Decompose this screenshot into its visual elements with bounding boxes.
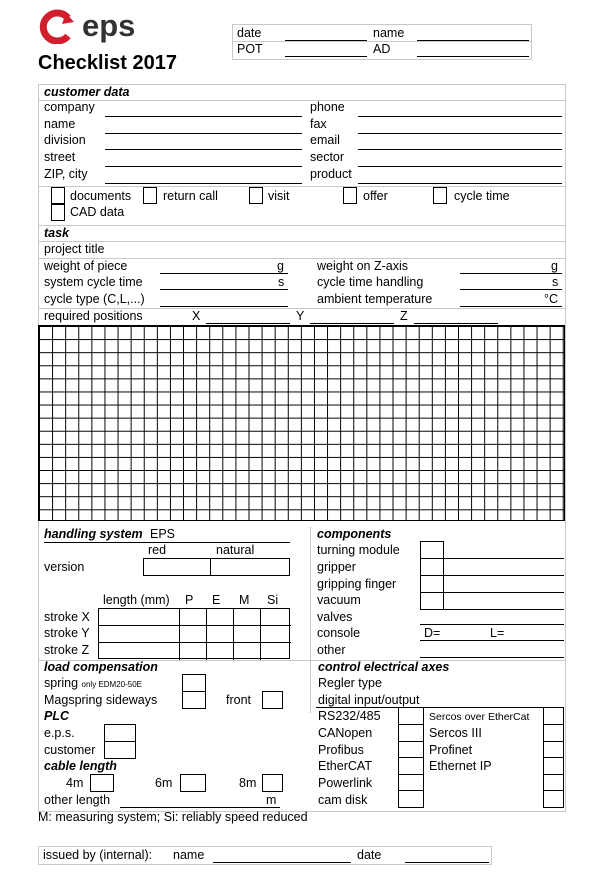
- name-label: name: [373, 26, 405, 40]
- cycle-type-field[interactable]: [160, 292, 288, 307]
- cable-section-title: cable length: [44, 759, 117, 773]
- offer-label: offer: [363, 189, 388, 203]
- front-label: front: [226, 693, 252, 707]
- spring-note: only EDM20-50E: [81, 680, 143, 689]
- cad-data-checkbox[interactable]: [51, 204, 65, 221]
- weight-field[interactable]: [160, 259, 288, 274]
- name-field[interactable]: [417, 26, 529, 41]
- gripper-box[interactable]: [420, 558, 444, 576]
- cable-6m-box[interactable]: [180, 774, 206, 792]
- turning-module-box[interactable]: [420, 541, 444, 559]
- project-title-label: project title: [44, 242, 105, 256]
- weight-label: weight of piece: [44, 259, 128, 273]
- console-l-label: L=: [490, 626, 505, 640]
- other-length-unit: m: [266, 793, 277, 807]
- street-label: street: [44, 150, 76, 164]
- visit-checkbox[interactable]: [249, 187, 263, 204]
- cad-data-label: CAD data: [70, 205, 125, 219]
- sector-label: sector: [310, 150, 345, 164]
- issued-name-field[interactable]: [213, 848, 351, 863]
- extra-box-2[interactable]: [543, 790, 564, 808]
- rs232-label: RS232/485: [318, 709, 381, 723]
- weight-unit: g: [277, 259, 284, 273]
- eps-logo: [38, 8, 158, 44]
- sercos-iii-label: Sercos III: [429, 726, 482, 740]
- natural-label: natural: [216, 543, 255, 557]
- load-section-title: load compensation: [44, 660, 158, 674]
- col-e: E: [212, 593, 221, 607]
- ethercat-label: EtherCAT: [318, 759, 372, 773]
- gripper-field[interactable]: [444, 559, 564, 576]
- vacuum-label: vacuum: [317, 593, 361, 607]
- ethernet-ip-box[interactable]: [543, 757, 564, 775]
- ambient-unit: °C: [544, 292, 559, 306]
- handling-section-suffix: EPS: [150, 527, 176, 541]
- email-label: email: [310, 133, 340, 147]
- control-section-title: control electrical axes: [318, 660, 450, 674]
- col-p: P: [185, 593, 194, 607]
- cable-4m-label: 4m: [66, 776, 84, 790]
- y-field[interactable]: [310, 309, 394, 324]
- vacuum-field[interactable]: [444, 593, 564, 610]
- page-title: Checklist 2017: [38, 52, 177, 74]
- date-label: date: [237, 26, 262, 40]
- version-label: version: [44, 560, 85, 574]
- front-box[interactable]: [262, 691, 283, 709]
- task-section-title: task: [44, 226, 70, 240]
- fax-field[interactable]: [358, 119, 562, 134]
- cam-disk-box[interactable]: [398, 790, 424, 808]
- rs232-box[interactable]: [398, 707, 424, 725]
- stroke-z-label: stroke Z: [44, 643, 90, 657]
- profinet-label: Profinet: [429, 743, 473, 757]
- header-box: [232, 24, 532, 60]
- product-field[interactable]: [358, 169, 562, 184]
- gripping-finger-field[interactable]: [444, 576, 564, 593]
- z-label: Z: [400, 309, 408, 323]
- date-field[interactable]: [285, 26, 367, 41]
- fax-label: fax: [310, 117, 327, 131]
- customer-section-title: customer data: [44, 85, 130, 99]
- division-field[interactable]: [105, 135, 302, 150]
- sketch-grid[interactable]: [38, 325, 565, 521]
- gripping-finger-label: gripping finger: [317, 577, 397, 591]
- col-m: M: [239, 593, 250, 607]
- z-field[interactable]: [414, 309, 498, 324]
- cycle-handling-unit: s: [552, 275, 559, 289]
- system-cycle-label: system cycle time: [44, 275, 143, 289]
- col-si: Si: [267, 593, 279, 607]
- cycle-handling-label: cycle time handling: [317, 275, 424, 289]
- sercos-ethercat-box[interactable]: [543, 707, 564, 725]
- console-field[interactable]: [420, 626, 564, 641]
- valves-label: valves: [317, 610, 353, 624]
- plc-section-title: PLC: [44, 709, 69, 723]
- red-label: red: [148, 543, 167, 557]
- spring-box[interactable]: [182, 674, 206, 692]
- version-natural-box[interactable]: [210, 558, 290, 576]
- plc-customer-label: customer: [44, 743, 96, 757]
- version-red-box[interactable]: [143, 558, 211, 576]
- cable-8m-box[interactable]: [262, 774, 283, 792]
- system-cycle-field[interactable]: [160, 275, 288, 290]
- eps-logo-icon: [38, 8, 78, 44]
- digital-io-label: digital input/output: [318, 693, 420, 707]
- other-label: other: [317, 643, 346, 657]
- cycle-time-checkbox[interactable]: [433, 187, 447, 204]
- x-field[interactable]: [206, 309, 290, 324]
- pot-field[interactable]: [285, 42, 367, 57]
- powerlink-label: Powerlink: [318, 776, 373, 790]
- other-length-field[interactable]: [120, 793, 280, 808]
- spring-text: spring: [44, 676, 79, 690]
- cam-disk-label: cam disk: [318, 793, 368, 807]
- footer-note: M: measuring system; Si: reliably speed reduced: [38, 810, 308, 824]
- documents-checkbox[interactable]: [51, 187, 65, 204]
- gripping-finger-box[interactable]: [420, 575, 444, 593]
- spring-label: [44, 676, 142, 692]
- phone-field[interactable]: [358, 102, 562, 117]
- stroke-y-label: stroke Y: [44, 626, 90, 640]
- turning-module-field[interactable]: [444, 542, 564, 559]
- phone-label: phone: [310, 100, 345, 114]
- cable-4m-box[interactable]: [90, 774, 114, 792]
- issued-name-label: name: [173, 848, 205, 862]
- street-field[interactable]: [105, 152, 302, 167]
- cycle-type-label: cycle type (C,L,...): [44, 292, 145, 306]
- canopen-label: CANopen: [318, 726, 373, 740]
- components-section-title: components: [317, 527, 392, 541]
- regler-label: Regler type: [318, 676, 382, 690]
- cable-6m-label: 6m: [155, 776, 173, 790]
- ambient-label: ambient temperature: [317, 292, 433, 306]
- company-label: company: [44, 100, 95, 114]
- name-field-customer[interactable]: [105, 119, 302, 134]
- ethernet-ip-label: Ethernet IP: [429, 759, 492, 773]
- name-label-customer: name: [44, 117, 76, 131]
- plc-customer-box[interactable]: [104, 741, 136, 759]
- gripper-label: gripper: [317, 560, 356, 574]
- documents-label: documents: [70, 189, 132, 203]
- handling-section-title: handling system: [44, 527, 143, 541]
- stroke-x-label: stroke X: [44, 610, 90, 624]
- cycle-time-label: cycle time: [454, 189, 510, 203]
- y-label: Y: [296, 309, 305, 323]
- turning-module-label: turning module: [317, 543, 400, 557]
- magspring-box[interactable]: [182, 691, 206, 709]
- cycle-handling-field[interactable]: [460, 275, 562, 290]
- issued-row: [38, 846, 492, 865]
- weight-z-label: weight on Z-axis: [317, 259, 409, 273]
- other-length-label: other length: [44, 793, 111, 807]
- ad-label: AD: [373, 42, 391, 56]
- profibus-label: Profibus: [318, 743, 364, 757]
- return-call-label: return call: [163, 189, 218, 203]
- return-call-checkbox[interactable]: [143, 187, 157, 204]
- sector-field[interactable]: [358, 152, 562, 167]
- plc-eps-label: e.p.s.: [44, 726, 75, 740]
- plc-eps-box[interactable]: [104, 724, 136, 742]
- vacuum-box[interactable]: [420, 592, 444, 610]
- other-field[interactable]: [420, 643, 564, 658]
- system-cycle-unit: s: [278, 275, 285, 289]
- zip-city-field[interactable]: [105, 169, 302, 184]
- zip-city-label: ZIP, city: [44, 167, 88, 181]
- weight-z-field[interactable]: [460, 259, 562, 274]
- email-field[interactable]: [358, 135, 562, 150]
- weight-z-unit: g: [551, 259, 558, 273]
- cable-8m-label: 8m: [239, 776, 257, 790]
- length-label: length (mm): [103, 593, 170, 607]
- stroke-table: [98, 608, 290, 659]
- visit-label: visit: [268, 189, 290, 203]
- offer-checkbox[interactable]: [343, 187, 357, 204]
- company-field[interactable]: [105, 102, 302, 117]
- x-label: X: [192, 309, 201, 323]
- ethercat-box[interactable]: [398, 757, 424, 775]
- magspring-label: Magspring sideways: [44, 693, 158, 707]
- console-d-label: D=: [424, 626, 441, 640]
- product-label: product: [310, 167, 352, 181]
- issued-date-field[interactable]: [405, 848, 489, 863]
- brand-name: eps: [82, 8, 136, 43]
- issued-date-label: date: [357, 848, 382, 862]
- positions-label: required positions: [44, 309, 143, 323]
- pot-label: POT: [237, 42, 263, 56]
- valves-field[interactable]: [420, 610, 564, 625]
- sercos-ethercat-label: Sercos over EtherCat: [429, 711, 530, 723]
- ad-field[interactable]: [417, 42, 529, 57]
- console-label: console: [317, 626, 361, 640]
- sercos-iii-box[interactable]: [543, 724, 564, 742]
- canopen-box[interactable]: [398, 724, 424, 742]
- issued-label: issued by (internal):: [43, 848, 153, 862]
- division-label: division: [44, 133, 86, 147]
